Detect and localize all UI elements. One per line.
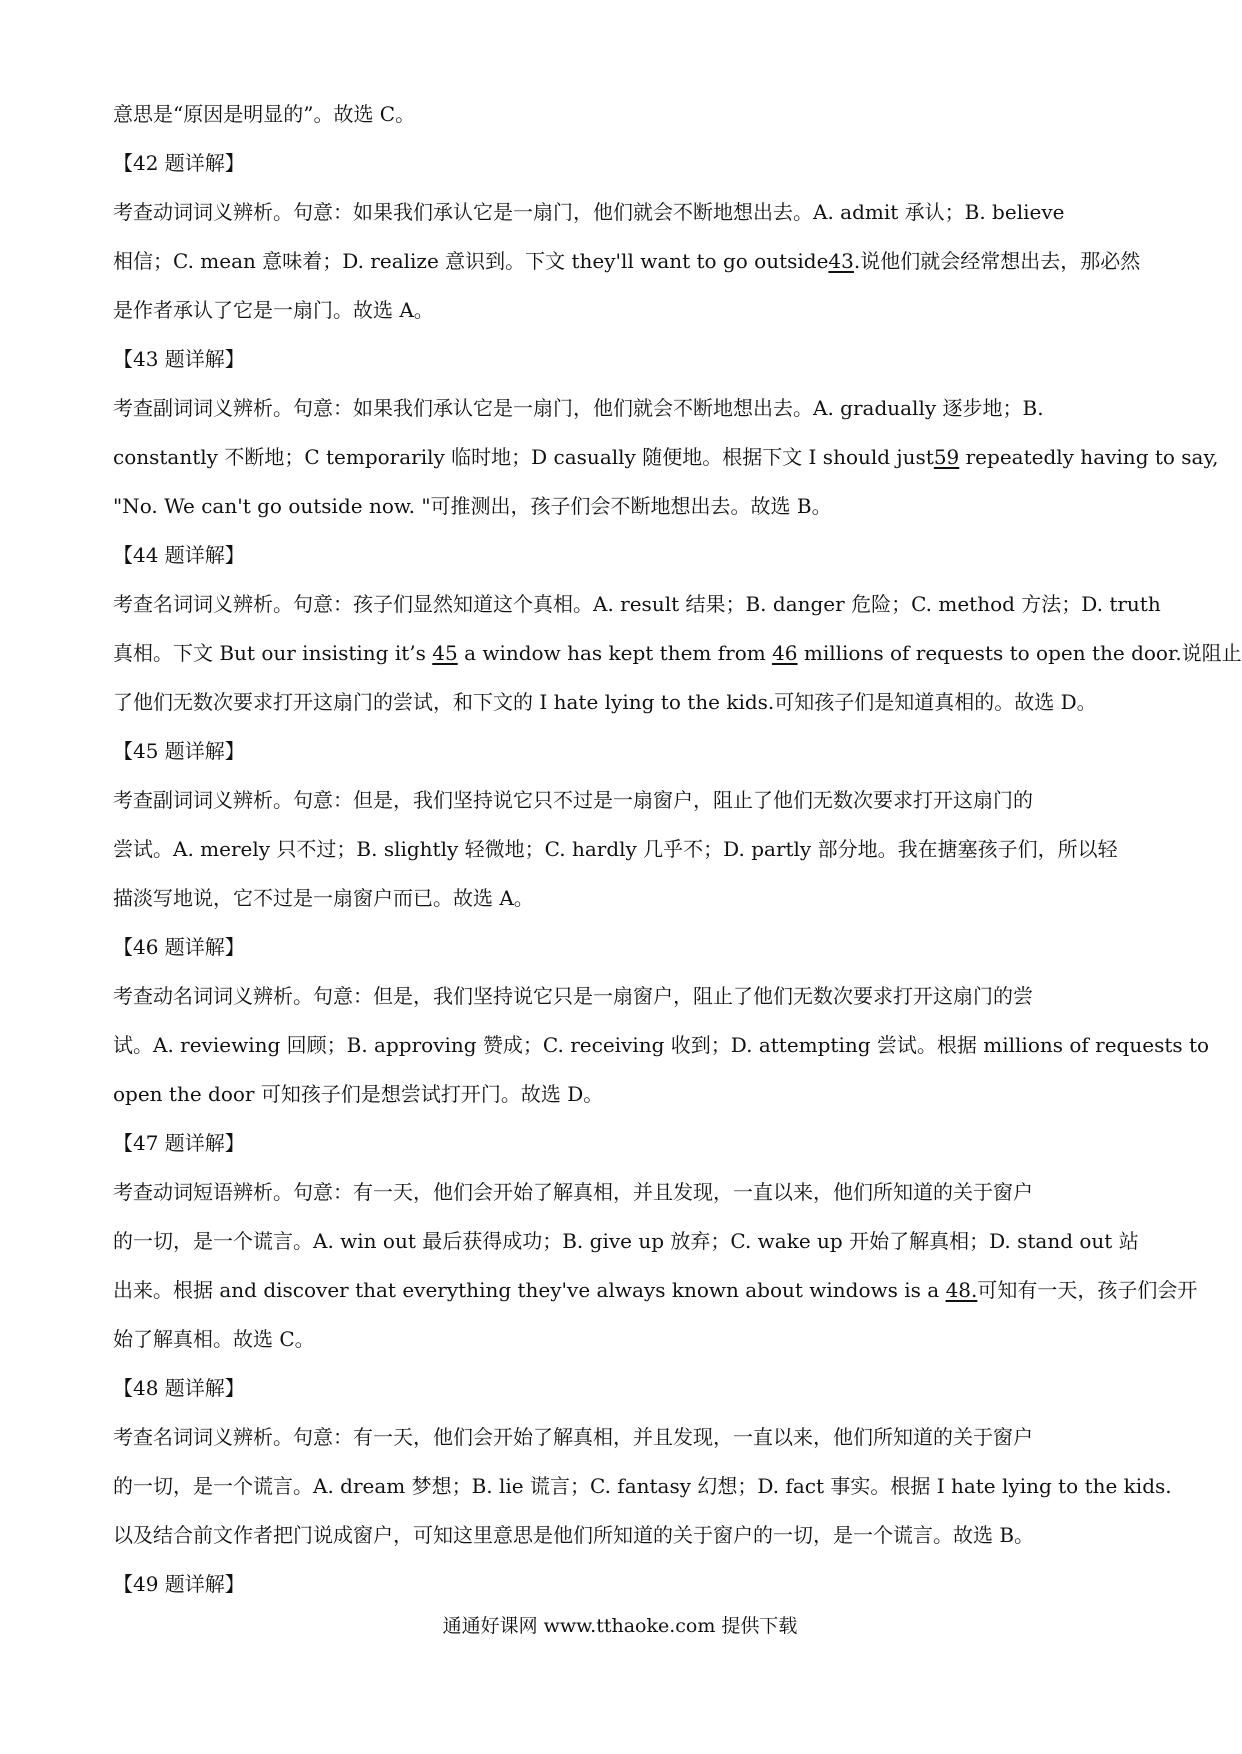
section-heading: 【43 题详解】 [113, 347, 245, 371]
text-segment: 试。A. reviewing 回顾；B. approving 赞成；C. receiving 收到；D. attempting 尝试。根据 millions of requests to [113, 1033, 1210, 1057]
page-footer: 通通好课网 www.tthaoke.com 提供下载 [442, 1615, 798, 1637]
text-segment: 描淡写地说，它不过是一扇窗户而已。故选 A。 [113, 886, 534, 910]
text-line [113, 1462, 1172, 1511]
section-heading: 【44 题详解】 [113, 543, 245, 567]
text-segment: 相信；C. mean 意味着；D. realize 意识到。下文 they'll want to go outside [113, 249, 829, 273]
text-line [113, 1021, 1210, 1070]
text-segment: 的一切，是一个谎言。A. dream 梦想；B. lie 谎言；C. fantasy 幻想；D. fact 事实。根据 I hate lying to the kids. [113, 1474, 1172, 1498]
section [113, 1364, 1172, 1560]
section-heading: 【48 题详解】 [113, 1376, 245, 1400]
text-segment: 意思是“原因是明显的”。故选 C。 [113, 102, 416, 126]
text-segment: 始了解真相。故选 C。 [113, 1327, 315, 1351]
text-line [113, 384, 1133, 433]
text-line [113, 90, 1133, 139]
text-line [113, 188, 1133, 237]
document-body [113, 90, 1242, 1609]
blank-number: 43 [828, 249, 854, 273]
blank-number: 48. [945, 1278, 978, 1302]
text-segment: 的一切，是一个谎言。A. win out 最后获得成功；B. give up 放弃；C. wake up 开始了解真相；D. stand out 站 [113, 1229, 1139, 1253]
text-segment: repeatedly having to say, [959, 445, 1219, 469]
text-segment: open the door 可知孩子们是想尝试打开门。故选 D。 [113, 1082, 604, 1106]
text-segment: 考查副词词义辨析。句意：如果我们承认它是一扇门，他们就会不断地想出去。A. gradually 逐步地；B. [113, 396, 1044, 420]
text-segment: 真相。下文 But our insisting it’s [113, 641, 433, 665]
text-line [113, 678, 1133, 727]
text-segment: 考查名词词义辨析。句意：孩子们显然知道这个真相。A. result 结果；B. danger 危险；C. method 方法；D. truth [113, 592, 1161, 616]
text-line [113, 629, 1242, 678]
text-segment: millions of requests to open the door.说阻止 [797, 641, 1242, 665]
text-line [113, 972, 1133, 1021]
text-segment: 考查副词词义辨析。句意：但是，我们坚持说它只不过是一扇窗户，阻止了他们无数次要求打开这扇门的 [113, 788, 1033, 812]
section [113, 727, 1133, 923]
text-segment: .说他们就会经常想出去，那必然 [853, 249, 1141, 273]
text-segment: a window has kept them from [457, 641, 773, 665]
text-line [113, 1315, 1133, 1364]
blank-number: 45 [432, 641, 458, 665]
text-segment: "No. We can't go outside now. "可推测出，孩子们会不断地想出去。故选 B。 [113, 494, 832, 518]
text-line [113, 776, 1133, 825]
text-segment: 了他们无数次要求打开这扇门的尝试，和下文的 I hate lying to the kids.可知孩子们是知道真相的。故选 D。 [113, 690, 1097, 714]
text-line [113, 1413, 1133, 1462]
text-segment: 尝试。A. merely 只不过；B. slightly 轻微地；C. hardly 几乎不；D. partly 部分地。我在搪塞孩子们，所以轻 [113, 837, 1118, 861]
text-line [113, 1266, 1198, 1315]
section [113, 923, 1210, 1119]
text-line [113, 1070, 1133, 1119]
section [113, 531, 1242, 727]
text-segment: 是作者承认了它是一扇门。故选 A。 [113, 298, 434, 322]
text-segment: 可知有一天，孩子们会开 [977, 1278, 1198, 1302]
blank-number: 46 [772, 641, 798, 665]
blank-number: 59 [933, 445, 960, 469]
text-line [113, 1511, 1133, 1560]
section-heading: 【42 题详解】 [113, 151, 245, 175]
section-heading: 【45 题详解】 [113, 739, 245, 763]
text-line [113, 1168, 1133, 1217]
section [113, 1119, 1198, 1364]
text-line [113, 580, 1161, 629]
text-line [113, 286, 1133, 335]
text-line [113, 237, 1141, 286]
section-heading: 【49 题详解】 [113, 1572, 245, 1596]
text-segment: 考查动名词词义辨析。句意：但是，我们坚持说它只是一扇窗户，阻止了他们无数次要求打开这扇门的尝 [113, 984, 1033, 1008]
section [113, 90, 1133, 139]
section-heading: 【47 题详解】 [113, 1131, 245, 1155]
section-heading: 【46 题详解】 [113, 935, 245, 959]
section [113, 335, 1219, 531]
section [113, 1560, 1133, 1609]
text-segment: 考查动词短语辨析。句意：有一天，他们会开始了解真相，并且发现，一直以来，他们所知道的关于窗户 [113, 1180, 1033, 1204]
text-segment: 以及结合前文作者把门说成窗户，可知这里意思是他们所知道的关于窗户的一切，是一个谎言。故选 B。 [113, 1523, 1035, 1547]
text-line [113, 482, 1133, 531]
text-segment: constantly 不断地；C temporarily 临时地；D casually 随便地。根据下文 I should just [113, 445, 934, 469]
text-line [113, 1217, 1139, 1266]
section [113, 139, 1141, 335]
text-line [113, 874, 1133, 923]
text-line [113, 433, 1219, 482]
text-segment: 考查动词词义辨析。句意：如果我们承认它是一扇门，他们就会不断地想出去。A. admit 承认；B. believe [113, 200, 1065, 224]
text-segment: 考查名词词义辨析。句意：有一天，他们会开始了解真相，并且发现，一直以来，他们所知道的关于窗户 [113, 1425, 1033, 1449]
text-segment: 出来。根据 and discover that everything they've always known about windows is a [113, 1278, 946, 1302]
text-line [113, 825, 1133, 874]
